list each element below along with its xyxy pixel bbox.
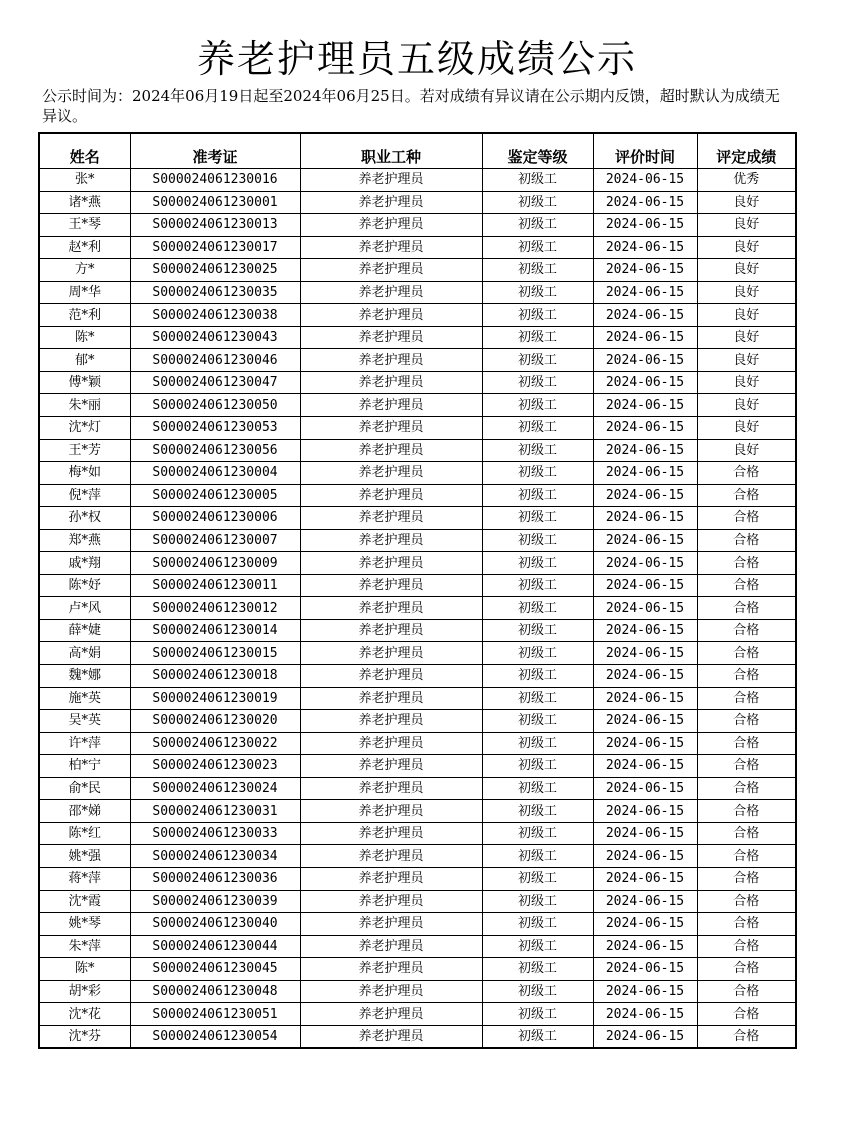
cell-exam-id: S000024061230022	[130, 732, 300, 755]
table-row	[39, 687, 796, 710]
cell-result: 合格	[697, 958, 796, 981]
header-level: 鉴定等级	[482, 133, 593, 169]
cell-name: 朱*萍	[39, 935, 130, 958]
cell-result: 良好	[697, 349, 796, 372]
table-row	[39, 191, 796, 214]
cell-occupation: 养老护理员	[300, 507, 482, 530]
cell-occupation: 养老护理员	[300, 349, 482, 372]
table-row	[39, 417, 796, 440]
table-row	[39, 326, 796, 349]
cell-exam-id: S000024061230016	[130, 169, 300, 192]
cell-level: 初级工	[482, 259, 593, 282]
cell-result: 良好	[697, 259, 796, 282]
cell-level: 初级工	[482, 1025, 593, 1048]
table-row	[39, 980, 796, 1003]
cell-date: 2024-06-15	[593, 822, 697, 845]
table-header-row	[39, 133, 796, 169]
cell-result: 合格	[697, 462, 796, 485]
cell-name: 朱*丽	[39, 394, 130, 417]
cell-date: 2024-06-15	[593, 507, 697, 530]
table-row	[39, 710, 796, 733]
cell-name: 陈*妤	[39, 574, 130, 597]
cell-name: 许*萍	[39, 732, 130, 755]
cell-occupation: 养老护理员	[300, 687, 482, 710]
cell-exam-id: S000024061230036	[130, 867, 300, 890]
cell-date: 2024-06-15	[593, 867, 697, 890]
cell-result: 合格	[697, 980, 796, 1003]
cell-level: 初级工	[482, 890, 593, 913]
cell-occupation: 养老护理员	[300, 935, 482, 958]
cell-date: 2024-06-15	[593, 800, 697, 823]
cell-date: 2024-06-15	[593, 394, 697, 417]
cell-exam-id: S000024061230004	[130, 462, 300, 485]
table-row	[39, 349, 796, 372]
cell-exam-id: S000024061230034	[130, 845, 300, 868]
cell-exam-id: S000024061230024	[130, 777, 300, 800]
cell-name: 孙*权	[39, 507, 130, 530]
cell-level: 初级工	[482, 732, 593, 755]
table-row	[39, 958, 796, 981]
cell-date: 2024-06-15	[593, 236, 697, 259]
cell-name: 卢*风	[39, 597, 130, 620]
cell-occupation: 养老护理员	[300, 574, 482, 597]
cell-level: 初级工	[482, 687, 593, 710]
cell-occupation: 养老护理员	[300, 1025, 482, 1048]
cell-level: 初级工	[482, 484, 593, 507]
cell-date: 2024-06-15	[593, 191, 697, 214]
cell-name: 薛*婕	[39, 619, 130, 642]
header-occupation: 职业工种	[300, 133, 482, 169]
cell-occupation: 养老护理员	[300, 642, 482, 665]
cell-level: 初级工	[482, 191, 593, 214]
cell-name: 胡*彩	[39, 980, 130, 1003]
cell-occupation: 养老护理员	[300, 439, 482, 462]
cell-date: 2024-06-15	[593, 710, 697, 733]
header-name: 姓名	[39, 133, 130, 169]
cell-occupation: 养老护理员	[300, 281, 482, 304]
cell-level: 初级工	[482, 845, 593, 868]
cell-exam-id: S000024061230045	[130, 958, 300, 981]
cell-exam-id: S000024061230019	[130, 687, 300, 710]
cell-date: 2024-06-15	[593, 552, 697, 575]
cell-exam-id: S000024061230015	[130, 642, 300, 665]
cell-level: 初级工	[482, 169, 593, 192]
table-row	[39, 1025, 796, 1048]
cell-occupation: 养老护理员	[300, 417, 482, 440]
table-row	[39, 913, 796, 936]
cell-level: 初级工	[482, 822, 593, 845]
table-row	[39, 574, 796, 597]
cell-exam-id: S000024061230009	[130, 552, 300, 575]
cell-exam-id: S000024061230014	[130, 619, 300, 642]
cell-level: 初级工	[482, 236, 593, 259]
cell-level: 初级工	[482, 439, 593, 462]
cell-result: 合格	[697, 800, 796, 823]
cell-level: 初级工	[482, 935, 593, 958]
cell-occupation: 养老护理员	[300, 214, 482, 237]
cell-date: 2024-06-15	[593, 913, 697, 936]
cell-level: 初级工	[482, 958, 593, 981]
cell-date: 2024-06-15	[593, 777, 697, 800]
cell-level: 初级工	[482, 619, 593, 642]
cell-exam-id: S000024061230039	[130, 890, 300, 913]
cell-name: 方*	[39, 259, 130, 282]
cell-name: 郁*	[39, 349, 130, 372]
cell-date: 2024-06-15	[593, 958, 697, 981]
cell-exam-id: S000024061230038	[130, 304, 300, 327]
cell-level: 初级工	[482, 394, 593, 417]
cell-date: 2024-06-15	[593, 890, 697, 913]
cell-name: 魏*娜	[39, 665, 130, 688]
cell-exam-id: S000024061230031	[130, 800, 300, 823]
cell-name: 俞*民	[39, 777, 130, 800]
table-row	[39, 642, 796, 665]
cell-exam-id: S000024061230020	[130, 710, 300, 733]
cell-date: 2024-06-15	[593, 845, 697, 868]
cell-date: 2024-06-15	[593, 980, 697, 1003]
cell-result: 合格	[697, 710, 796, 733]
cell-level: 初级工	[482, 665, 593, 688]
table-row	[39, 214, 796, 237]
cell-name: 高*娟	[39, 642, 130, 665]
cell-result: 合格	[697, 755, 796, 778]
cell-result: 合格	[697, 687, 796, 710]
cell-name: 范*利	[39, 304, 130, 327]
table-row	[39, 1003, 796, 1026]
cell-level: 初级工	[482, 867, 593, 890]
cell-date: 2024-06-15	[593, 281, 697, 304]
cell-exam-id: S000024061230040	[130, 913, 300, 936]
cell-result: 合格	[697, 619, 796, 642]
cell-date: 2024-06-15	[593, 687, 697, 710]
cell-result: 良好	[697, 281, 796, 304]
table-row	[39, 484, 796, 507]
cell-exam-id: S000024061230033	[130, 822, 300, 845]
cell-name: 傅*颖	[39, 371, 130, 394]
cell-date: 2024-06-15	[593, 259, 697, 282]
cell-occupation: 养老护理员	[300, 665, 482, 688]
cell-result: 良好	[697, 326, 796, 349]
cell-result: 合格	[697, 597, 796, 620]
cell-name: 姚*琴	[39, 913, 130, 936]
cell-level: 初级工	[482, 710, 593, 733]
cell-name: 陈*红	[39, 822, 130, 845]
table-row	[39, 665, 796, 688]
cell-date: 2024-06-15	[593, 619, 697, 642]
header-exam-id: 准考证	[130, 133, 300, 169]
cell-level: 初级工	[482, 574, 593, 597]
table-row	[39, 619, 796, 642]
table-row	[39, 845, 796, 868]
cell-occupation: 养老护理员	[300, 913, 482, 936]
cell-result: 合格	[697, 777, 796, 800]
cell-name: 蒋*萍	[39, 867, 130, 890]
table-row	[39, 732, 796, 755]
cell-occupation: 养老护理员	[300, 371, 482, 394]
cell-result: 合格	[697, 1003, 796, 1026]
cell-occupation: 养老护理员	[300, 597, 482, 620]
cell-exam-id: S000024061230018	[130, 665, 300, 688]
cell-result: 合格	[697, 484, 796, 507]
cell-result: 合格	[697, 732, 796, 755]
cell-result: 良好	[697, 417, 796, 440]
cell-occupation: 养老护理员	[300, 619, 482, 642]
table-row	[39, 755, 796, 778]
header-result: 评定成绩	[697, 133, 796, 169]
cell-result: 良好	[697, 191, 796, 214]
cell-occupation: 养老护理员	[300, 822, 482, 845]
cell-exam-id: S000024061230051	[130, 1003, 300, 1026]
cell-result: 优秀	[697, 169, 796, 192]
cell-result: 良好	[697, 304, 796, 327]
cell-exam-id: S000024061230048	[130, 980, 300, 1003]
cell-date: 2024-06-15	[593, 439, 697, 462]
cell-name: 邵*娣	[39, 800, 130, 823]
cell-occupation: 养老护理员	[300, 236, 482, 259]
cell-result: 合格	[697, 507, 796, 530]
cell-level: 初级工	[482, 1003, 593, 1026]
header-date: 评价时间	[593, 133, 697, 169]
cell-date: 2024-06-15	[593, 371, 697, 394]
cell-exam-id: S000024061230013	[130, 214, 300, 237]
cell-date: 2024-06-15	[593, 597, 697, 620]
cell-occupation: 养老护理员	[300, 710, 482, 733]
cell-name: 倪*萍	[39, 484, 130, 507]
cell-exam-id: S000024061230011	[130, 574, 300, 597]
cell-name: 郑*燕	[39, 529, 130, 552]
cell-level: 初级工	[482, 462, 593, 485]
table-row	[39, 935, 796, 958]
cell-name: 王*芳	[39, 439, 130, 462]
cell-result: 合格	[697, 1025, 796, 1048]
cell-result: 合格	[697, 642, 796, 665]
cell-level: 初级工	[482, 304, 593, 327]
cell-occupation: 养老护理员	[300, 800, 482, 823]
cell-result: 合格	[697, 665, 796, 688]
table-row	[39, 281, 796, 304]
cell-result: 合格	[697, 890, 796, 913]
cell-result: 合格	[697, 574, 796, 597]
cell-name: 诸*燕	[39, 191, 130, 214]
cell-exam-id: S000024061230047	[130, 371, 300, 394]
cell-exam-id: S000024061230053	[130, 417, 300, 440]
table-row	[39, 597, 796, 620]
cell-result: 合格	[697, 935, 796, 958]
table-row	[39, 867, 796, 890]
cell-level: 初级工	[482, 913, 593, 936]
cell-exam-id: S000024061230001	[130, 191, 300, 214]
cell-exam-id: S000024061230025	[130, 259, 300, 282]
cell-name: 吴*英	[39, 710, 130, 733]
cell-name: 梅*如	[39, 462, 130, 485]
cell-occupation: 养老护理员	[300, 958, 482, 981]
cell-date: 2024-06-15	[593, 326, 697, 349]
cell-date: 2024-06-15	[593, 642, 697, 665]
cell-name: 陈*	[39, 326, 130, 349]
cell-date: 2024-06-15	[593, 349, 697, 372]
cell-occupation: 养老护理员	[300, 845, 482, 868]
cell-level: 初级工	[482, 777, 593, 800]
cell-result: 合格	[697, 552, 796, 575]
cell-exam-id: S000024061230044	[130, 935, 300, 958]
table-row	[39, 507, 796, 530]
cell-exam-id: S000024061230035	[130, 281, 300, 304]
cell-name: 戚*翔	[39, 552, 130, 575]
table-row	[39, 304, 796, 327]
cell-name: 施*英	[39, 687, 130, 710]
cell-occupation: 养老护理员	[300, 169, 482, 192]
table-row	[39, 259, 796, 282]
table-row	[39, 169, 796, 192]
cell-exam-id: S000024061230054	[130, 1025, 300, 1048]
cell-date: 2024-06-15	[593, 1003, 697, 1026]
cell-name: 沈*霞	[39, 890, 130, 913]
table-row	[39, 822, 796, 845]
cell-exam-id: S000024061230017	[130, 236, 300, 259]
cell-level: 初级工	[482, 326, 593, 349]
cell-date: 2024-06-15	[593, 417, 697, 440]
cell-date: 2024-06-15	[593, 755, 697, 778]
table-row	[39, 462, 796, 485]
cell-level: 初级工	[482, 214, 593, 237]
cell-date: 2024-06-15	[593, 529, 697, 552]
cell-occupation: 养老护理员	[300, 552, 482, 575]
cell-exam-id: S000024061230023	[130, 755, 300, 778]
cell-name: 周*华	[39, 281, 130, 304]
cell-occupation: 养老护理员	[300, 732, 482, 755]
cell-result: 良好	[697, 394, 796, 417]
cell-occupation: 养老护理员	[300, 529, 482, 552]
table-row	[39, 394, 796, 417]
table-row	[39, 529, 796, 552]
cell-name: 王*琴	[39, 214, 130, 237]
cell-name: 陈*	[39, 958, 130, 981]
cell-exam-id: S000024061230007	[130, 529, 300, 552]
cell-level: 初级工	[482, 552, 593, 575]
table-row	[39, 439, 796, 462]
cell-exam-id: S000024061230046	[130, 349, 300, 372]
cell-occupation: 养老护理员	[300, 1003, 482, 1026]
page-title: 养老护理员五级成绩公示	[196, 37, 637, 81]
cell-date: 2024-06-15	[593, 1025, 697, 1048]
cell-occupation: 养老护理员	[300, 304, 482, 327]
cell-result: 合格	[697, 845, 796, 868]
cell-name: 赵*利	[39, 236, 130, 259]
cell-exam-id: S000024061230006	[130, 507, 300, 530]
cell-occupation: 养老护理员	[300, 259, 482, 282]
cell-date: 2024-06-15	[593, 169, 697, 192]
cell-result: 良好	[697, 214, 796, 237]
cell-level: 初级工	[482, 349, 593, 372]
cell-occupation: 养老护理员	[300, 394, 482, 417]
cell-exam-id: S000024061230043	[130, 326, 300, 349]
cell-level: 初级工	[482, 800, 593, 823]
cell-result: 合格	[697, 867, 796, 890]
table-row	[39, 777, 796, 800]
cell-result: 合格	[697, 822, 796, 845]
cell-level: 初级工	[482, 642, 593, 665]
cell-occupation: 养老护理员	[300, 867, 482, 890]
cell-level: 初级工	[482, 371, 593, 394]
cell-date: 2024-06-15	[593, 732, 697, 755]
cell-occupation: 养老护理员	[300, 755, 482, 778]
cell-occupation: 养老护理员	[300, 980, 482, 1003]
cell-occupation: 养老护理员	[300, 484, 482, 507]
cell-level: 初级工	[482, 417, 593, 440]
cell-level: 初级工	[482, 980, 593, 1003]
cell-result: 良好	[697, 439, 796, 462]
cell-level: 初级工	[482, 597, 593, 620]
cell-name: 柏*宁	[39, 755, 130, 778]
cell-name: 沈*花	[39, 1003, 130, 1026]
table-row	[39, 552, 796, 575]
table-row	[39, 236, 796, 259]
cell-name: 沈*灯	[39, 417, 130, 440]
cell-date: 2024-06-15	[593, 574, 697, 597]
announcement-notice: 公示时间为：2024年06月19日起至2024年06月25日。若对成绩有异议请在公示期内反馈，超时默认为成绩无异议。	[42, 87, 780, 125]
cell-occupation: 养老护理员	[300, 326, 482, 349]
cell-name: 姚*强	[39, 845, 130, 868]
cell-date: 2024-06-15	[593, 484, 697, 507]
cell-exam-id: S000024061230012	[130, 597, 300, 620]
cell-occupation: 养老护理员	[300, 191, 482, 214]
cell-result: 合格	[697, 913, 796, 936]
cell-exam-id: S000024061230050	[130, 394, 300, 417]
cell-occupation: 养老护理员	[300, 890, 482, 913]
cell-result: 良好	[697, 371, 796, 394]
cell-exam-id: S000024061230005	[130, 484, 300, 507]
cell-level: 初级工	[482, 529, 593, 552]
cell-result: 合格	[697, 529, 796, 552]
cell-name: 沈*芬	[39, 1025, 130, 1048]
cell-date: 2024-06-15	[593, 214, 697, 237]
table-row	[39, 800, 796, 823]
cell-level: 初级工	[482, 755, 593, 778]
table-row	[39, 371, 796, 394]
cell-name: 张*	[39, 169, 130, 192]
cell-result: 良好	[697, 236, 796, 259]
cell-date: 2024-06-15	[593, 462, 697, 485]
table-row	[39, 890, 796, 913]
cell-exam-id: S000024061230056	[130, 439, 300, 462]
cell-occupation: 养老护理员	[300, 462, 482, 485]
cell-date: 2024-06-15	[593, 304, 697, 327]
cell-date: 2024-06-15	[593, 935, 697, 958]
cell-level: 初级工	[482, 281, 593, 304]
cell-occupation: 养老护理员	[300, 777, 482, 800]
results-table	[38, 132, 797, 1049]
cell-date: 2024-06-15	[593, 665, 697, 688]
cell-level: 初级工	[482, 507, 593, 530]
